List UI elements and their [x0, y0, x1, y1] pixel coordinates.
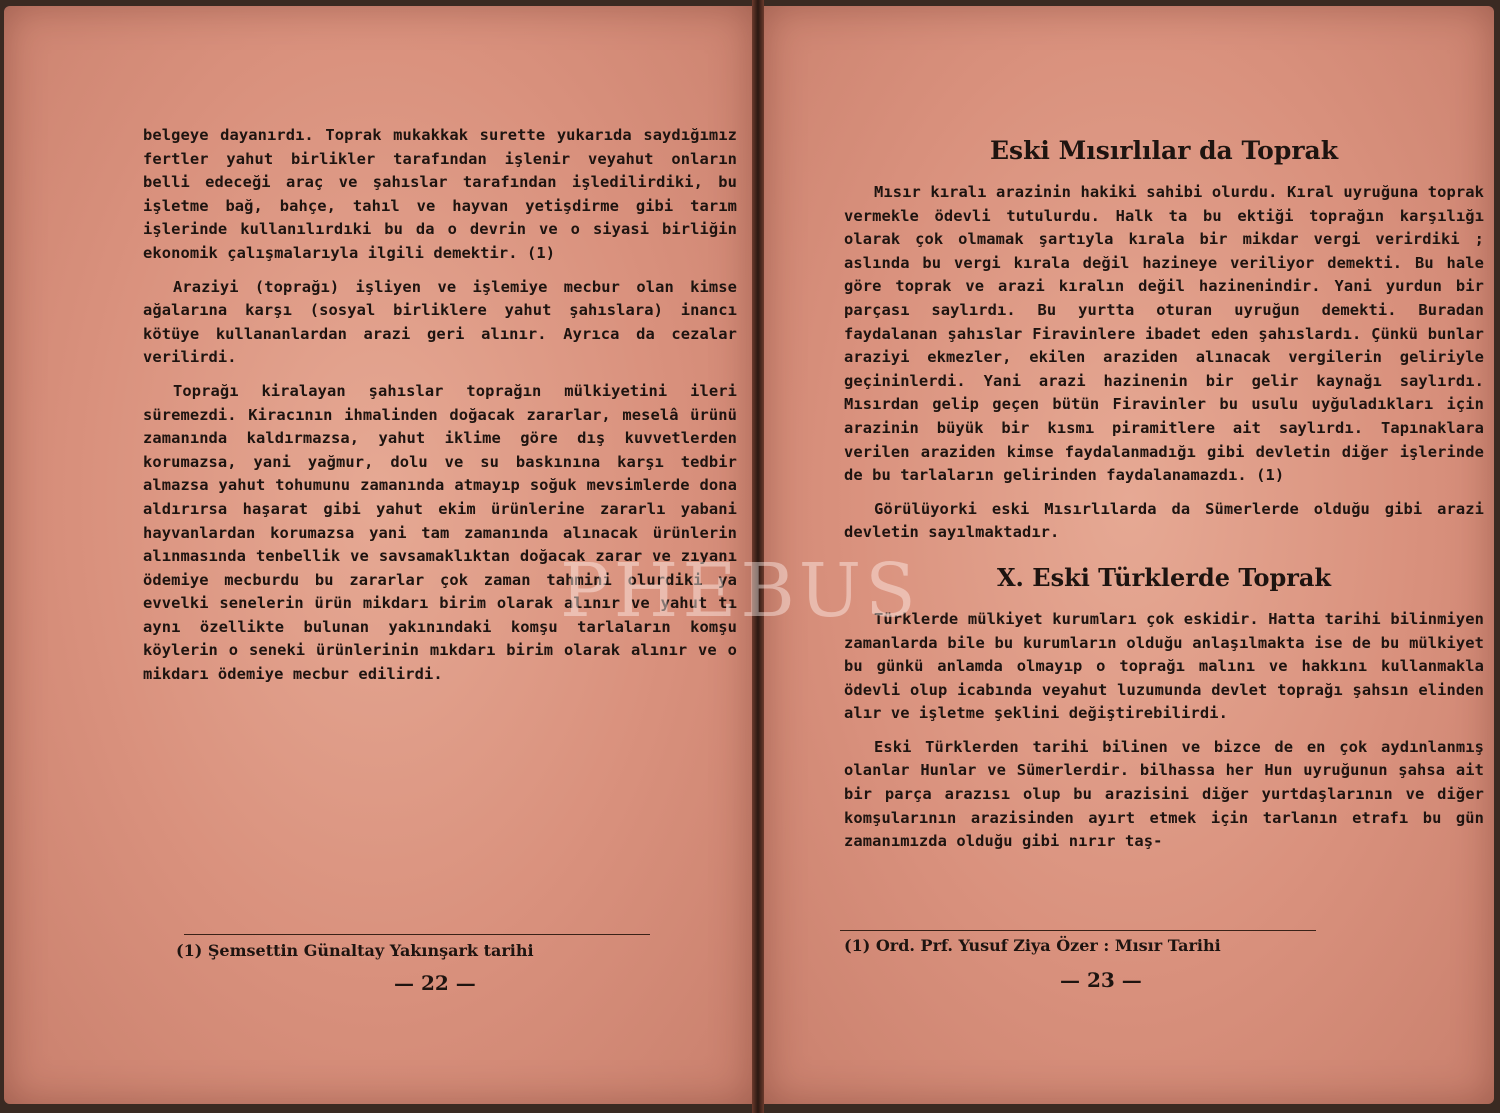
watermark: PHEBUS	[560, 548, 920, 634]
left-paragraph-2: Araziyi (toprağı) işliyen ve işlemiye mecbur olan kimse ağalarına karşı (sosyal birliklere yahut şahıslara) inancı kötüye kullananlardan arazi geri alınır. Ayrıca da cezalar verilirdi.	[143, 277, 737, 367]
right-text-column	[844, 136, 1484, 864]
right-paragraph-4: Eski Türklerden tarihi bilinen ve bizce de en çok aydınlanmış olanlar Hunlar ve Sümerlerdir. bilhassa her Hun uyruğunun şahsa ait bir parça arazısı olup bu arazisini diğer yurtdaşlarının ve diğer komşularının arazisinden ayırt etmek için tarlanın etrafı bu gün zamanımızda olduğu gibi nırır taş-	[844, 737, 1484, 851]
left-paragraph-3: Toprağı kiralayan şahıslar toprağın mülkiyetini ileri süremezdi. Kiracının ihmalinden doğacak zararlar, meselâ ürünü zamanında kaldırmazsa, yahut iklime göre dış kuvvetlerden korumazsa, yani yağmur, dolu ve su baskınına karşı tedbir almazsa yahut tohumunu zamanında atmayıp soğuk mevsimlerde dona aldırırsa haşarat gibi yahut ekim ürünlerine zararlı yabani hayvanlardan korumazsa yani tam zamanında alınacak ürünlerin alınmasında tenbellik ve savsamaklıktan doğacak zarar ve zıyanı ödemiye mecburdu bu zararlar çok zaman tahmini olurdiki ya evvelki senelerin ürün mikdarı birim olarak alınır ve yahut tı aynı özellikte bulunan yakınındaki komşu tarlaların komşu köylerin o seneki ürünlerinin mıkdarı birim olarak alınır ve o mikdarı ödemiye mecbur edilirdi.	[143, 381, 737, 684]
left-page-number: — 22 —	[394, 971, 476, 995]
right-page-number: — 23 —	[1060, 968, 1142, 992]
section-heading-egypt: Eski Mısırlılar da Toprak	[989, 136, 1339, 165]
right-paragraph-3: Türklerde mülkiyet kurumları çok eskidir. Hatta tarihi bilinmiyen zamanlarda bile bu kurumların olduğu anlaşılmakta ise de bu mülkiyet bu günkü anlamda olmayıp o toprağı malını ve hakkını kullanmakla ödevli olup icabında veyahut luzumunda devlet toprağı şahsın elinden alır ve işletme şeklini değiştirebilirdi.	[844, 609, 1484, 723]
right-paragraph-1: Mısır kıralı arazinin hakiki sahibi olurdu. Kıral uyruğuna toprak vermekle ödevli tutulurdu. Halk ta bu ektiği toprağın karşılığı olarak çok olmamak şartıyla kırala bir mikdar vergi verirdiki ; aslında bu vergi kırala değil hazineye veriliyor demekti. Bu hale göre toprak ve arazi kıralın değil hazinenindir. Yani yurdun bir parçası saylırdı. Bu yurtta oturan uyruğun demekti. Buradan faydalanan şahıslar Firavinlere ibadet eden şahıslardı. Çünkü bunlar araziyi ekmezler, ekilen araziden alınacak vergilerin geliriyle geçininlerdi. Yani arazi hazinenin bir gelir kaynağı saylırdı. Mısırdan gelip geçen bütün Firavinler bu usulu uyğuladıkları için arazinin büyük bir kısmı piramitlere ait saylırdı. Tapınaklara verilen araziden kimse faydalanmadığı gibi devletin diğer işlerinde de bu tarlaların gelirinden faydalanamazdı. (1)	[844, 183, 1484, 485]
right-paragraph-2: Görülüyorki eski Mısırlılarda da Sümerlerde olduğu gibi arazi devletin sayılmaktadır.	[844, 499, 1484, 542]
left-footnote: (1) Şemsettin Günaltay Yakınşark tarihi	[176, 941, 534, 960]
right-footnote-rule	[840, 930, 1316, 931]
left-footnote-rule	[184, 934, 650, 935]
left-paragraph-1: belgeye dayanırdı. Toprak mukakkak surette yukarıda saydığımız fertler yahut birlikler tarafından işlenir veyahut onların belli edeceği araç ve şahıslar tarafından işledilirdiki, bu işletme bağ, bahçe, tahıl ve hayvan yetişdirme gibi tarım işlerinde kullanılırdıki bu da o devrin ve o siyasi birliğin ekonomik çalışmalarıyla ilgili demektir. (1)	[143, 126, 737, 262]
section-heading-turks: X. Eski Türklerde Toprak	[996, 562, 1332, 592]
right-footnote: (1) Ord. Prf. Yusuf Ziya Özer : Mısır Tarihi	[844, 936, 1221, 955]
